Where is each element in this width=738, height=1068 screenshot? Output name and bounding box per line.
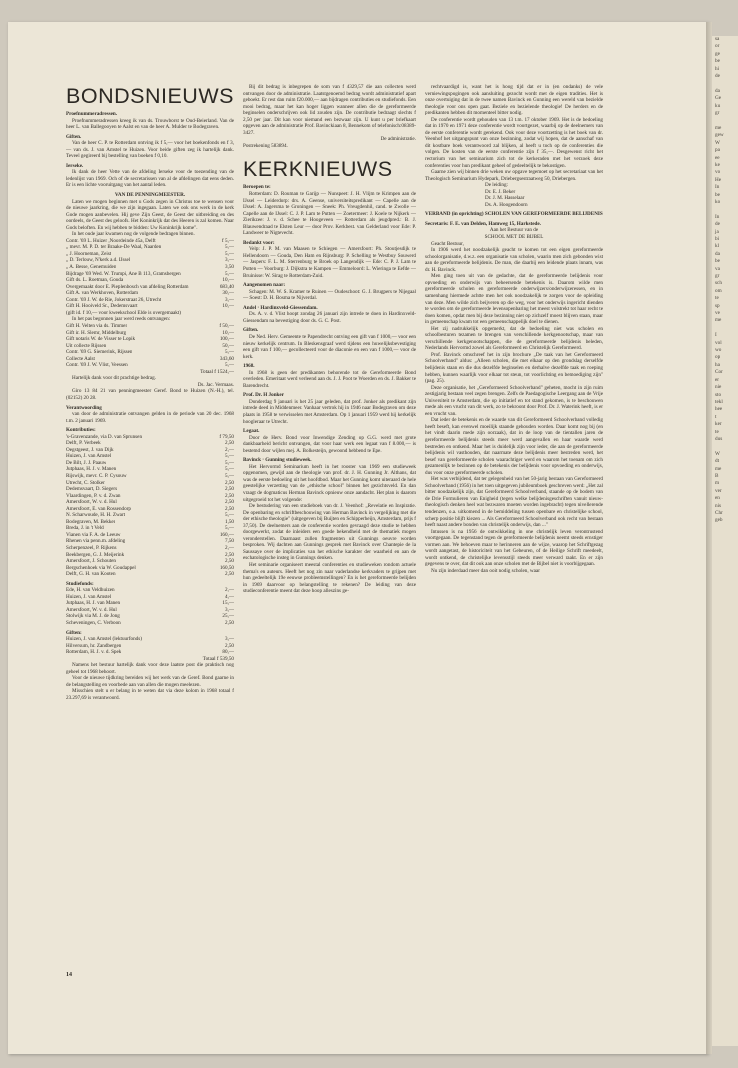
paragraph: Schagen: M. W. S. Kramer te Ruinen — Oudeschoot: G. J. Brugpers te Nijegaal — Soest: D. H. Bosma te Nijverdal. (243, 288, 416, 302)
strip-fragment: or (715, 43, 720, 50)
ledger-label: Amersfoort, W. v. d. Hul (66, 499, 117, 506)
ledger-amount: 30,— (222, 290, 234, 297)
paragraph: Dat ieder de betekenis en de waarde van dit Gereformeerd Schoolverband volledig heeft beseft, kan evenwel moeilijk staande gehouden worden. Daar komt nog bij (en het vindt daarin mede zijn oorzaak), dat in de loop van de tientallen jaren de gereformeerde belijdenis steeds meer werd aangevallen en haar waarde werd bestreden en ontkend. Maar het is duidelijk zijn voor ieder, die aan de gereformeerde belijdenis wil vasthouden, dat naarmate deze belijdenis meer bestreden werd, het besef van gereformeerde scholen waarachtiger werd en waarom het toenam om zich gezamenlijk te bezinnen op de betekenis der belijdenis voor opvoeding en onderwijs, dus voor onze gereformeerde scholen. (425, 417, 603, 476)
ledger-label: Rhenen via penn.m. afdeling (66, 538, 126, 545)
subheading: Ierseke. (66, 162, 84, 169)
centered-line: Aan het Bestuur van de (489, 227, 539, 234)
strip-fragment: kl (715, 243, 720, 250)
strip-fragment: W (715, 450, 720, 457)
paragraph: Geacht Bestuur, (431, 240, 464, 247)
ledger-amount: 100,— (219, 336, 234, 343)
strip-fragment: da (715, 87, 720, 94)
paragraph: Prof. Bavinck omschreef het in zijn brochure „De taak van het Gereformeerd Schoolverband" aldus: „Alleen scholen, die met elkaar op den grondslag derselfde belijdenis staan en die dus dezelfde beginselen en derhalve dezelfde taak en roeping hebben, kunnen waarlijk voor elkaar tot steun, tot voorlichting en bemoediging zijn" (pag. 25). (425, 351, 603, 385)
strip-fragment: Ge (715, 95, 722, 102)
ledger-amount: 3,— (225, 257, 234, 264)
ledger-label: N. Scharwoude, H. H. Zwart (66, 512, 126, 519)
strip-fragment (712, 117, 738, 124)
strip-fragment (712, 80, 738, 87)
strip-fragment: ee (715, 154, 720, 161)
ledger-label: Ede, H. van Veldhuizen (66, 587, 115, 594)
ledger-amount: f 79,50 (219, 433, 234, 440)
column-body (243, 184, 416, 594)
strip-fragment: He (715, 176, 722, 183)
ledger-label: De Bilt, J. J. Paauw (66, 459, 107, 466)
ledger-label: Oegstgeest, J. van Dijk (66, 446, 114, 453)
ledger-label: Gift H. Velten via ds. Timmer (66, 322, 128, 329)
ledger-amount: 160,— (219, 531, 234, 538)
ledger-label: (gift id. f 10,— voor kweekschool Elde is overgemaakt) (66, 309, 181, 316)
centered-heading: VAN DE PENNINGMEESTER. (114, 192, 186, 199)
ledger-label: Amersfoort, E. van Rossendorp (66, 505, 131, 512)
paragraph: De Ned. Herv. Gemeente te Papendrecht ontving een gift van f 1000,— voor een nieuw kerkelijk centrum. In Bleskensgraaf werd tijdens een huwelijksbevestiging een gift van f 100,— gecollecteerd voor de diaconie en een van f 1000,— voor de kerk. (243, 333, 416, 360)
ledger-label: Huizen, J. van Amstel (66, 453, 112, 460)
paragraph: In het pas begonnen jaar werd reeds ontvangen: (72, 316, 171, 323)
strip-fragment: dt (715, 458, 720, 465)
strip-fragment: be (715, 191, 720, 198)
page-number: 14 (66, 972, 72, 978)
strip-fragment: hee (715, 406, 723, 413)
ledger-label: Jutphaas, H. J. van Manen (66, 600, 121, 607)
ledger-row (66, 620, 234, 627)
postal-account: Postrekening 583894. (243, 142, 288, 149)
ledger-row (66, 571, 234, 578)
ledger-amount: 5,— (225, 453, 234, 460)
paragraph: rechtvaardigd is, want het is hoog tijd dat er in (en ondanks) de vele verniewingspogingen ook aansluiting gezocht wordt met de eigen tradities. Het is onze overtuiging dat in de twee namen Bavinck en Gunning een wereld van bezielde theologie voor ons open gaat. Beziele en bezielende theologie! De herders en de predikanten hebben dit momenteel bitter nodig. (425, 84, 603, 117)
centered-line: SCHOOL MET DE BIJBEL (484, 234, 544, 241)
ledger-label: Contr. '69 J. W. de Rie, Jokerstraat 26, Utrecht (66, 296, 162, 303)
paragraph: Rotterdam: D. Rouman te Garijp — Nunspeet: J. H. Vlijm te Krimpen aan de IJssel — Leiderdorp: drs. A. Geense, universiteitspredikant — Capelle aan de IJssel: A. Jagersma te Groningen — Sneek: Ph. Vreugdenhil, cand. te Zwolle — Capelle aan de IJssel: C. J. P. Lam te Putten — Zoetermeer: J. Koele te Nijkerk — Zierikzee: J. v. d. Schee te Hoogeveen — Rotterdam als jeugdpred.: B. J. Blauwendraad te Elsten Leur — door Prov. Kerkbest. van Gelderland voor Ede: P. Landweer te Nigtevecht. (243, 191, 416, 237)
strip-fragment: om (715, 287, 722, 294)
strip-fragment: ko (715, 198, 721, 205)
subheading: 1968. (243, 363, 255, 370)
strip-fragment: sp (715, 302, 720, 309)
ledger-label: „ D. Terlouw, N'kerk a.d. IJssel (66, 257, 131, 264)
strip-fragment: ja (715, 228, 719, 235)
ledger-amount: 2,— (225, 446, 234, 453)
ledger-amount: 25,— (222, 613, 234, 620)
ledger-label: Bijdrage '69 Wed. W. Trumpi, Ane B 113, Gramsbergen (66, 270, 181, 277)
ledger-amount: 5,— (225, 270, 234, 277)
ledger-label: „ A. Besse, Genemuiden (66, 264, 117, 271)
ledger-label: Huizen, J. van Amstel (lektuurfonds) (66, 636, 142, 643)
ledger-label: Jutphaas, H. J. v. Manen (66, 466, 117, 473)
paragraph: Men ging toen uit van de gedachte, dat de gereformeerde belijdenis voor opvoeding en onderwijs van beheersende betekenis is. Daarom wilde men gereformeerde scholen en gereformeerde onderwijzers/onderwijzeressen, en in samenhang hiermede achtte men het ook noodzakelijk te zorgen voor de opleiding van deze. Men wilde zich beijveren op die weg, voor het onderwijs ingericht dienden te worden om de gereformeerde levensopenbaring het meest volstrekt tot haar recht te doen komen, opdat men bij deze bezinning niet op zichzelf moest blijven staan, maar in gemeenschap kwam tot een gemeenschappelijk doel te dienen. (425, 273, 603, 326)
subheading: Giften. (243, 327, 259, 334)
ledger-amount: 3,50 (225, 264, 234, 271)
paragraph: Intussen is na 1956 de ontwikkeling in one christelijk leven verontrustend voortgegaan. De tegenstand tegen de gereformeerde belijdenis neemt steeds ernstiger vormen aan. We behoeven maar te herinneren aan de wijze, waarop het Schriftgezag wordt aangetast, de historiciteit van het Gebeuren, of de Heilige Schrift meedeelt, wordt ontkend, de christelijke levensstijl steeds meer verward raakt. En er zijn gegevens te over, dat dit ook aan onze scholen met de Bijbel niet is voorbijgegaan. (425, 528, 603, 568)
paragraph: In 1906 werd het noodzakelijk geacht te komen tot een eigen gereformeerde schoolorganisatie, d.w.z. een organisatie van scholen, waarin men zich gebonden wist aan de gereformeerde belijdenis. De man, die daarbij een leidende plaats innam, was dr. H. Bavinck. (425, 247, 603, 273)
ledger-amount: 7,50 (225, 538, 234, 545)
strip-fragment: ve (715, 310, 720, 317)
strip-fragment: de (715, 221, 720, 228)
strip-fragment: sto (715, 391, 722, 398)
strip-fragment: tekl (715, 398, 723, 405)
ledger-amount (232, 310, 234, 317)
ledger-amount: 4,— (225, 593, 234, 600)
ledger-label: Breda, J. in 't Veld (66, 525, 104, 532)
paragraph: Giro 13 84 21 van penningmeester Geref. Bond te Huizen (N.-H.), tel. (02152) 20 28. (66, 388, 234, 401)
ledger-amount: 1,50 (225, 518, 234, 525)
ledger-amount: 2,50 (225, 505, 234, 512)
signature-line: Dr. J. M. Hasselaar (485, 195, 525, 202)
ledger-label: Stolwijk via M. J. de Jong (66, 613, 120, 620)
ledger-label: „ mevr. M. P. D. ter Braake-De Waal, Naarden (66, 244, 162, 251)
ledger-label: Huizen, J. van Amstel (66, 593, 112, 600)
ledger-label: Gift ir. H. Slemr, Middelburg (66, 329, 127, 336)
strip-fragment: vo (715, 169, 721, 176)
paragraph: Gaarne zien wij binnen drie weken uw opgave tegemoet op het secretariaat van het Theologisch Seminarium Hydepark, Driebergsestraatweg 50, Driebergen. (425, 169, 603, 182)
strip-fragment: t (715, 413, 717, 420)
ledger-amount: 10,— (222, 277, 234, 284)
ledger-amount: 2,50 (225, 499, 234, 506)
paragraph: In het oude jaar kwamen nog de volgende bedragen binnen. (72, 231, 195, 238)
strip-fragment: nis (715, 502, 722, 509)
strip-fragment: ver (715, 487, 722, 494)
ledger-amount: 5,— (225, 512, 234, 519)
strip-fragment: geb (715, 517, 723, 524)
ledger-label: Gift H. Hooiveld Sr., Dedemsvaart (66, 303, 138, 310)
paragraph: Hartelijk dank voor dit prachtige bedrag. (72, 375, 156, 382)
ledger-amount: 3,— (225, 606, 234, 613)
strip-fragment: hi (715, 65, 720, 72)
paragraph: In 1968 is geen der predikanten behorende tot de Gereformeerde Bond overleden. Emeritaat werd verleend aan ds. J. J. Poot te Woerden en ds. J. Bakker te Barendrecht. (243, 369, 416, 389)
signature-line: De leiding: (485, 182, 508, 189)
ledger-label: Utrecht, C. Stolker (66, 479, 105, 486)
strip-fragment: I (715, 332, 717, 339)
subheading: Kontributies: (66, 427, 96, 434)
paragraph: Namens het bestuur hartelijk dank voor deze laatste post die praktisch nog geheel tot 1968 behoort. (66, 662, 234, 675)
ledger-label: Bodegraven, M. Bekker (66, 518, 116, 525)
paragraph: Nu zijn inderdaad meer dan ooit nodig scholen, waar (431, 567, 540, 574)
ledger-label: Hilversum, hr. Zandbergen (66, 642, 122, 649)
ledger-label: 's-Gravenzande, via D. van Sprunsen (66, 433, 143, 440)
strip-fragment: me (715, 317, 722, 324)
ledger-amount: 2,50 (225, 642, 234, 649)
ledger-amount: 5,— (225, 362, 234, 369)
ledger-amount: 3,— (225, 636, 234, 643)
ledger-label: Gift notaris W. de Visser te Lopik (66, 336, 136, 343)
signature-line: Dr. E. J. Beker (485, 188, 516, 195)
ledger-label: Overgemaakt door E. Pieplenbosch van afdeling Rotterdam (66, 283, 189, 290)
ledger-label: Delft, P. Verbeek (66, 440, 101, 447)
subheading: Proefnummeradressen. (66, 111, 118, 117)
ledger-label: Uit collecte Rijssen (66, 342, 107, 349)
ledger-amount: 80,— (222, 649, 234, 656)
ledger-amount: 2,50 (225, 440, 234, 447)
ledger-amount: 2,— (225, 587, 234, 594)
ledger-label: Vlaardingen, P. v. d. Zwan (66, 492, 121, 499)
strip-fragment: Cor (715, 369, 723, 376)
strip-fragment: B (715, 472, 719, 479)
strip-fragment: ku (715, 102, 721, 109)
column-body (66, 111, 234, 702)
right-aligned-line: Totaal f 539,50 (202, 655, 234, 662)
strip-fragment: wo (715, 347, 722, 354)
subheading: Giften. (66, 133, 82, 140)
ledger-label: Gift A. van Werkhoven, Rotterdam (66, 290, 139, 297)
paragraph: Het zij nadrukkelijk opgemerkt, dat de bedoeling niet was scholen en schoolbesturen tezamen te brengen van verschillende kerkgenootschap, maar van verschillende kerkgenootschappen, die de gereformeerde belijdenis beleden, Nederlands Hervormd zowel als Gereformeerd en Christelijk Gereformeerd. (425, 325, 603, 352)
ledger-amount: 2,50 (225, 486, 234, 493)
strip-fragment: bi (715, 235, 720, 242)
right-aligned-line: Ds. Jac. Vermaas. (197, 381, 234, 388)
paragraph: Deze organisatie, het „Gereformeerd Schoolverband" geheten, mocht in zijn ruim zestigjarig bestaan veel zegen brengen. Zelfs de Paedagogische Leergang aan de Vrije Universiteit te Amsterdam, die op initiatief en tot stand gekomen, is te beschouwen mede als een vrucht van dit werk, zo te bekroont door Prof. Dr. J. Waterink heeft, is er een vrucht van. (425, 384, 603, 417)
strip-fragment: da (715, 250, 720, 257)
paragraph: Ds. A. v. d. Vlist hoopt zondag 26 januari zijn intrede te doen in Hardinxveld-Giessendam na bevestiging door ds. G. C. Post. (243, 311, 416, 324)
subheading: Andel · Hardinxveld-Giessendam. (243, 304, 318, 311)
strip-fragment: ke (715, 161, 720, 168)
column-continued (425, 84, 603, 984)
ledger-label: Amersfoort, J. Schouten (66, 558, 116, 565)
section-heading-kerknieuws: KERKNIEUWS (243, 157, 393, 182)
next-page-strip (712, 36, 738, 1046)
subheading: Giften: (66, 629, 82, 636)
administration-signature: De administratie. (380, 136, 416, 143)
ledger-amount: 2,50 (225, 571, 234, 578)
paragraph: Proefnummeradressen kreeg ik van ds. Trouwborst te Oud-Beierland. Van de heer L. van Ballegooyen te Aalst en van de heer A. Mulder te Bodegraven. (66, 117, 234, 131)
strip-fragment (712, 325, 738, 332)
paragraph: Velp: J. P. M. van Maasen te Schiegen — Amersfoort: Ph. Stoutjesdijk te Hellendoorn — Gouda, Den Ham en Rijnsburg: P. Schelling te Westbuy Souwerd — Jaspers: F. L. M. Sterrenburg te Broek op Langendijk — Ede: C. P. J. Lam te Putten — Voorburg: J. Dijkstra te Kampen — Emmeloord: L. Wieringa te Eefde — Bruinisse: W. Sirag te Rotterdam-Zuid. (243, 246, 416, 279)
strip-fragment: Chr (715, 510, 723, 516)
strip-fragment: me (715, 465, 722, 472)
ledger-amount: 2,50 (225, 492, 234, 499)
strip-fragment: pa (715, 147, 720, 154)
strip-fragment (712, 443, 738, 450)
ledger-amount: 2,50 (225, 620, 234, 627)
ledger-amount: 5,— (225, 244, 234, 251)
paragraph: Donderdag 9 januari is het 25 jaar geleden, dat prof. Jonker als predikant zijn intrede deed in Middenmeer. Vanhaar vertrok hij in 1946 naar Bodegraven om deze plaats in 1958 te verwisselen met Amsterdam. Op 1 januari 1959 werd hij kerkelijk hoogleraar te Utrecht. (243, 398, 416, 425)
ledger-amount: 160,50 (219, 564, 234, 571)
subheading: VERBAND (in oprichting) SCHOLEN VAN GEREFORMEERDE BELIJDENIS (425, 211, 603, 218)
subheading: Prof. Dr. H Jonker (243, 392, 284, 399)
paragraph: Door de Herv. Bond voor Inwendige Zending op G.G. werd met grote dankbaarheid bericht ontvangen, dat voor haar werk een legaat van f 8.000,— is bestemd door wijlen mej. A. Bolkesteijn, gewoond hebbend te Epe. (243, 434, 416, 454)
section-heading-bondsnieuws: BONDSNIEUWS (66, 84, 234, 108)
ledger-label: Vianen via F. A. de Leeuw (66, 531, 121, 538)
paragraph: Misschien stelt u er belang in te weten dat via deze kolom in 1968 totaal f 23.297,69 is verantwoord. (66, 688, 234, 702)
subheading: Studiefonds: (66, 580, 94, 587)
administration-note: Bij dit bedrag is inbegrepen de som van f 4329,57 die aan collecten werd ontvangen door de administratie. Laatstgenoemd bedrag wordt administratief apart geboekt. Er rest dan ruim f20.000,— aan bijdragen contributies en studiefonds. Een mooi bedrag, maar het kan hoger liggen wanneer allen die de gereformeerde beginselen onderschrijven ook lid zouden zijn. De contributie bedraagt slechts f 2,50 per jaar. Dit kan voor niemand een bezwaar zijn. U kunt u per briefkaart opgeven aan de administratie Prof. Bavinckiaan 8, Bennekom of telefonisch:08389-3427. (243, 84, 416, 136)
strip-fragment: er (715, 376, 720, 383)
strip-fragment: nie (715, 384, 722, 391)
strip-fragment: ha (715, 361, 720, 368)
ledger-amount: 5,— (225, 349, 234, 356)
subheading: Bavinck · Gunning studieweek. (243, 457, 312, 464)
ledger-amount: 10,— (222, 303, 234, 310)
ledger-amount: 2,— (225, 545, 234, 551)
strip-fragment: sa (715, 36, 720, 42)
ledger-amount: 2,50 (225, 479, 234, 486)
column-bondsnieuws (66, 84, 234, 974)
ledger-amount: 2,50 (225, 558, 234, 565)
ledger-amount: 15,— (222, 600, 234, 607)
strip-fragment: be (715, 58, 720, 65)
ledger-label: Rotterdam, H. J. v. d. Spek (66, 649, 122, 656)
ledger-amount: 2,50 (225, 551, 234, 558)
strip-fragment: sch (715, 280, 722, 287)
ledger-label: Amersfoort, W. v. d. Hul (66, 606, 117, 613)
ledger-amount: 343,60 (219, 355, 234, 362)
strip-fragment: be (715, 258, 720, 265)
strip-fragment: dus (715, 435, 723, 442)
ledger-amount: 10,— (222, 329, 234, 336)
ledger-amount: 5,— (225, 459, 234, 466)
ledger-label: Beekbergen, G. J. Meijerink (66, 551, 125, 558)
ledger-label: Scheveningen, C. Verboon (66, 620, 121, 627)
paragraph: van door de administratie ontvangen gelden in de periode van 20 dec. 1968 t.m. 2 januari 1969. (66, 411, 234, 424)
ledger-label: Gift ds. L. Roetman, Gouda (66, 277, 124, 284)
paragraph: Laten we mogen beginnen met u Gods zegen in Christus toe te wensen voor de nieuwe jaarkring, die we zijn ingegaan. Laten we ook ons werk in de kerk Gode mogen aanbevelen. Hij geve Zijn Geest, de Geest der uitbreiding en des oordeels, de Geest des geloofs. Het Koninkrijk dat des Heeren is zal komen. Naar Gods beloften. En wij hebben te bidden: Uw Koninkrijk kome". (66, 198, 234, 231)
column-kerknieuws (243, 84, 416, 964)
ledger-label: Collecte Aalst (66, 355, 95, 362)
strip-fragment: de (715, 73, 720, 80)
column-body (425, 84, 603, 574)
strip-fragment (712, 206, 738, 213)
subheading: Secretaris: F. E. van Delden, Hamweg 15, Harkstede. (425, 220, 541, 227)
paragraph: Het was verbijdend, dat ter gelegenheid van het 50-jarig bestaan van Gereformeerd Schoolverband (1956) in het toen uitgegeven jubileumboek geschreven werd: „Het zal bitter noodzakelijk zijn, dat Gereformeerd Schoolverband, staande op de bodem van de Drie Formulieren van Enigheid (tegen welke belijdenisgeschriften vanuit nieuw-theologisch denken heel wat bezwaren moeten worden ingebracht) tegen nivellerende tendenzen, o.a. uitkomend in de bemiddeling tussen openbare en christelijke school, scherp positie blijft kiezen ... Als Gereformeerd Schoolverband ook recht van bestaan heeft naast andere bonden van christelijk onderwijs, dan ..." (425, 476, 603, 529)
ledger-label: Contr. '69 J. W. Vlist, Veessen (66, 362, 128, 369)
ledger-amount: 5,— (225, 525, 234, 532)
strip-fragment: va (715, 265, 720, 272)
strip-fragment: op (715, 354, 721, 361)
subheading: Legaat. (243, 428, 260, 435)
ledger-label: Dedemsvaart, D. Siegers (66, 486, 118, 493)
ledger-amount: 683,40 (219, 283, 234, 290)
ledger-label: Delft, G. H. van Kooten (66, 571, 116, 578)
paragraph: Van de heer C. P. te Rotterdam ontving ik f 5,— voor het boekenfonds en f 3,— van ds. J. van Amstel te Huizen. Voor beide giften zeg ik hartelijk dank. Teveel gegireerd bij bestelling van boeken f 0,10. (66, 140, 234, 160)
subheading: Verantwoording (66, 404, 102, 411)
ledger-label: Rijswijk, mevr. C. P. Cysouw (66, 472, 127, 479)
strip-fragment: vol (715, 339, 722, 346)
ledger-amount: 5,— (225, 250, 234, 257)
strip-fragment: te (715, 295, 719, 302)
strip-fragment: In (715, 184, 720, 191)
strip-fragment: me (715, 124, 722, 131)
strip-fragment: gew (715, 132, 724, 139)
strip-fragment: ge (715, 50, 720, 57)
ledger-label: „ J. Hoorneman, Zeist (66, 250, 112, 257)
subheading: Beroepen te: (243, 184, 271, 191)
subheading: Aangenomen naar: (243, 282, 286, 289)
subheading: Bedankt voor: (243, 239, 275, 246)
strip-fragment: en (715, 495, 720, 502)
ledger-amount: 50,— (222, 342, 234, 349)
ledger-amount: 5,— (225, 466, 234, 473)
strip-fragment: In (715, 213, 720, 220)
ledger-label: Bergschenhoek via W. Goudappel (66, 564, 136, 571)
signature-line: Ds. A. Hoogendoorn (485, 201, 528, 208)
ledger-label: Contr. '69 G. Siemerink, Rijssen (66, 349, 133, 356)
strip-fragment: W (715, 139, 720, 146)
ledger-label: Contr. '69 L. Huizer ,Noordeinde 45a, Delft (66, 237, 156, 244)
paragraph: De conferentie wordt gehouden van 13 t.m. 17 oktober 1969. Het is de bedoeling dat in 1970 en 1971 deze conferentie wordt voortgezet, waarbij op de deelnemers van de eerste conferentie wordt gerekend. Ook voor deze voortzetting is het boek van dr. Veenhof het uitgangspunt van onze bezinning, zodat wij hopen, dat de aanschaf van dit kostbare boek verantwoord zal blijken, al heeft u toch op de conferenties die volgen. De kosten van de eerste conferentie zijn f 35,—. Desgewenst richt het rectorium van het seminarium zich tot de kerkeraden met het verzoek deze conferenties voor hun predikant geheel of gedeeltelijk te bekostigen. (425, 116, 603, 169)
paragraph: Het seminarie organiseert meestal conferenties en studieweken rondom actuele thema's en auteurs. Heeft het nog zin naar vaderlandse kerkvaders te grijpen met hun gedeeltelijk 19e eeuwse probleemstellingen? En is het gereformeerde belijden in 1969 daarvoor op belangstelling te rekenen? De leiding van deze studieconferentie meent dat deze hoop alleszins ge- (243, 562, 416, 595)
ledger-amount: 5,— (225, 472, 234, 479)
paragraph: Ik dank de heer Vette van de afdeling Ierseke voor de toezending van de ledenlijst van 1969. Och of de secretarissen van al de afdelingen dat eens deden. Er is een lichte vooruitgang van het aantal leden. (66, 169, 234, 189)
strip-fragment: ker (715, 421, 722, 428)
ledger-amount: f 5,— (222, 237, 234, 244)
ledger-label: Scherpenzeel, P. Rijkens (66, 545, 117, 551)
strip-fragment: te (715, 428, 719, 435)
right-aligned-line: Totaal f 1524,— (200, 368, 234, 375)
paragraph: Het Hervormd Seminarium heeft in het rooster van 1969 een studieweek opgenomen, gewijd aan de theologie van prof. dr. J. H. Gunning Jr. Althans, dat was de eerste bedoeling uit het hoofdbod. Maar het Gunning komt uiteraard de hele geestelijke verzetting van de „ethische school" binnen het gezichtsveld. En dan vraagt de dogmaticus Herman Bavinck opnieuw onze aandacht. Het plan is daarom uitgegroeid tot het volgende: (243, 463, 416, 503)
ledger-amount: f 50,— (219, 322, 234, 329)
ledger-amount: 3,— (225, 296, 234, 303)
strip-fragment: m (715, 480, 720, 487)
paragraph: De bestudering van een studieboek van dr. J. Veenhof: „Revelatie en Inspiratie. De openbaring en schriftbeschouwing van Herman Bavinck in vergelijking met die der ethische theologie" (uitgegeven bij Buijten en Schipperheijn, Amsterdam, prijs f 37,50). De deelnemers aan de conferentie worden gevraagd deze studie te hebben doorgewerkt, zodat de inleiders een goede bekendheid met de thematiek mogen veronderstellen. Daarnaast zullen fragmenten uit Gunnings oeuvre worden besproken. Wij dachten aan Gunnings gesprek met Bavinck over Chantepie de la Saussaye over de implicaties van het ethische karakter der waarheid en aan de eschatologische insteg in Gunnings denken. (243, 503, 416, 562)
strip-fragment: gr (715, 110, 720, 117)
paragraph: Voor de nieuwe tijdkring bereiden wij het werk van de Geref. Bond gaarne in de belangstelling en voorbede aan van allen die mogen meelezen. (66, 675, 234, 688)
strip-fragment: gr (715, 273, 720, 279)
